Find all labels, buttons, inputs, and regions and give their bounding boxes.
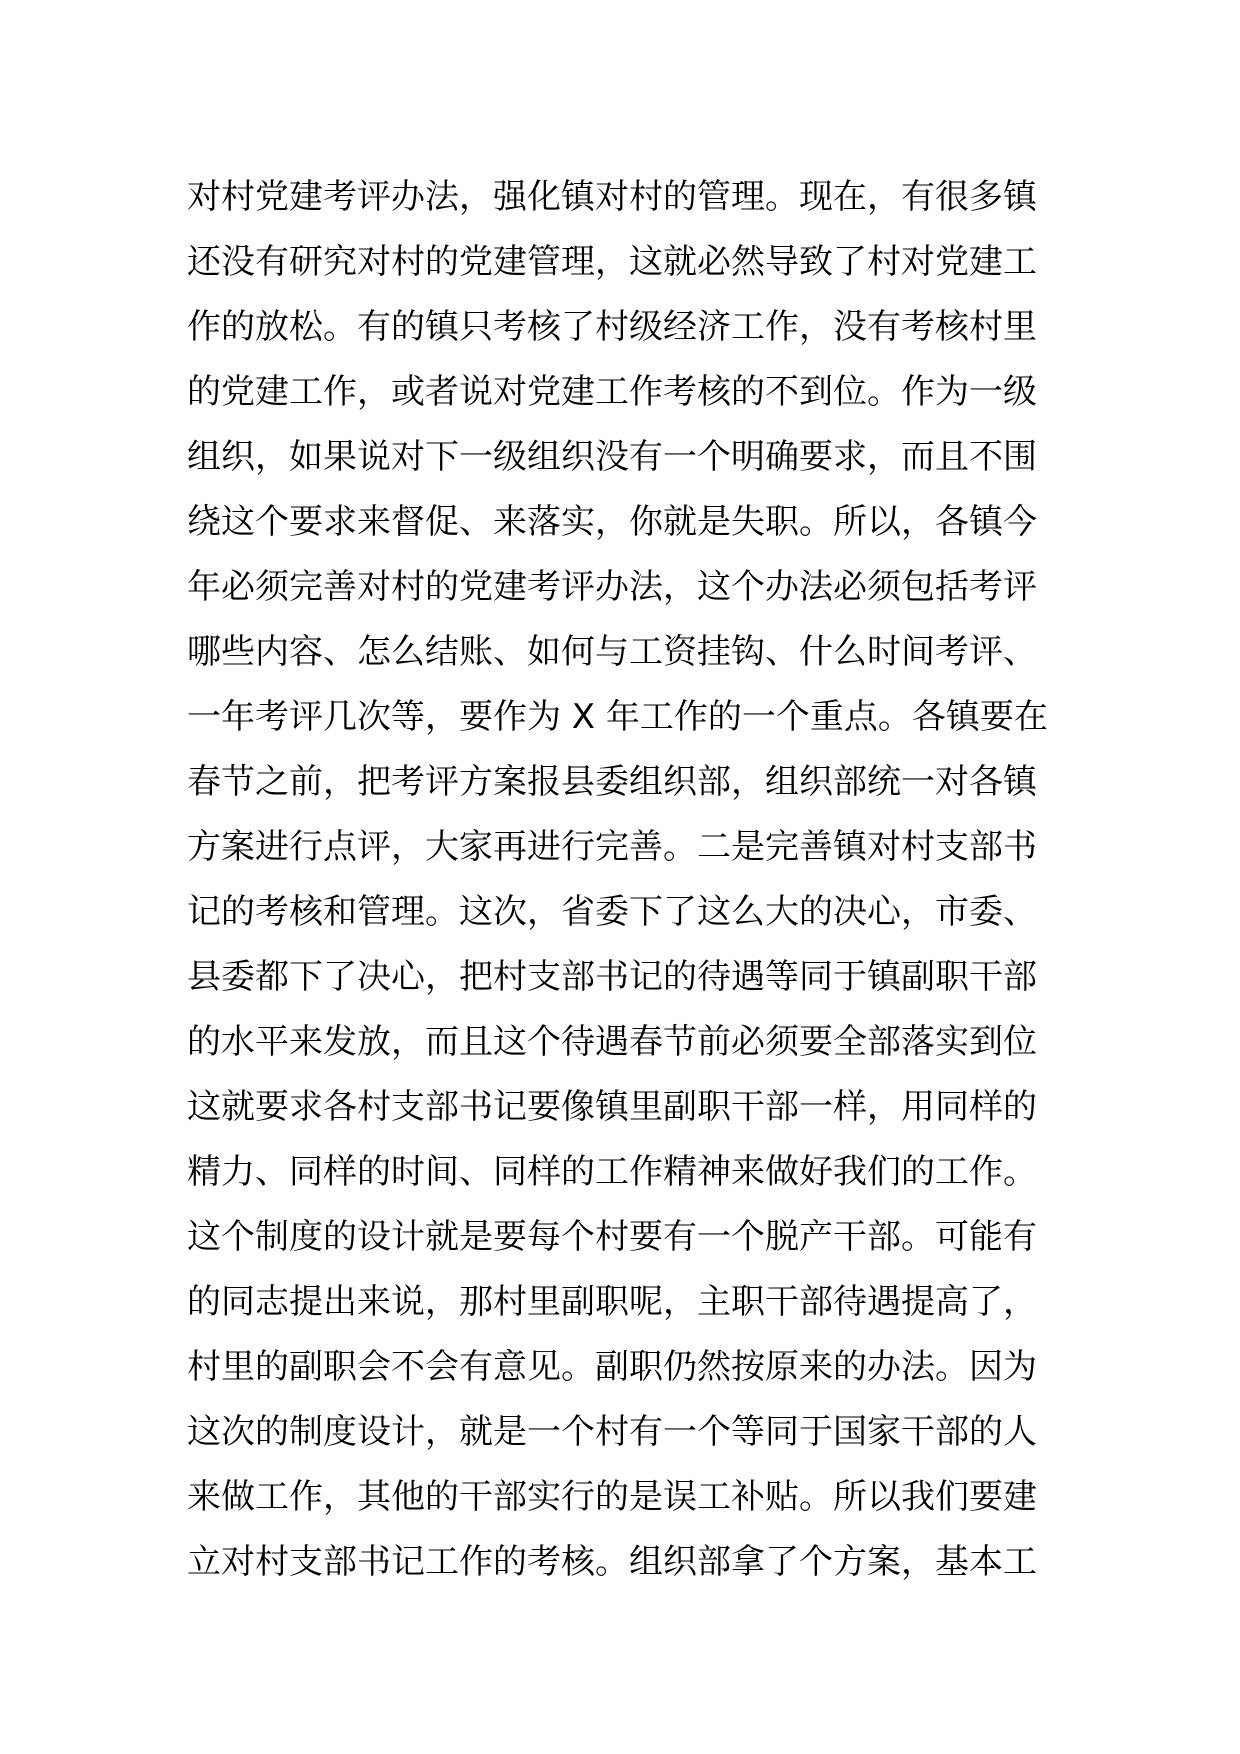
text-line: 的党建工作，或者说对党建工作考核的不到位。作为一级: [187, 372, 1037, 412]
text-line: 一年考评几次等，要作为 X 年工作的一个重点。各镇要在: [187, 697, 1048, 737]
body-text: [187, 165, 1067, 1595]
text-line: 年必须完善对村的党建考评办法，这个办法必须包括考评: [187, 567, 1037, 607]
text-line: 春节之前，把考评方案报县委组织部，组织部统一对各镇: [187, 762, 1037, 802]
text-line: 的同志提出来说，那村里副职呢，主职干部待遇提高了，: [187, 1282, 1037, 1322]
text-line: 还没有研究对村的党建管理，这就必然导致了村对党建工: [187, 242, 1037, 282]
text-line: 这次的制度设计，就是一个村有一个等同于国家干部的人: [187, 1412, 1037, 1452]
text-line: 哪些内容、怎么结账、如何与工资挂钩、什么时间考评、: [187, 632, 1037, 672]
text-line: 对村党建考评办法，强化镇对村的管理。现在，有很多镇: [187, 177, 1037, 217]
text-line: 的水平来发放，而且这个待遇春节前必须要全部落实到位: [187, 1022, 1037, 1062]
text-line: 县委都下了决心，把村支部书记的待遇等同于镇副职干部: [187, 957, 1037, 997]
text-line: 记的考核和管理。这次，省委下了这么大的决心，市委、: [187, 892, 1037, 932]
text-line: 绕这个要求来督促、来落实，你就是失职。所以，各镇今: [187, 502, 1037, 542]
text-line: 这就要求各村支部书记要像镇里副职干部一样，用同样的: [187, 1087, 1037, 1127]
text-line: 村里的副职会不会有意见。副职仍然按原来的办法。因为: [187, 1347, 1037, 1387]
text-line: 这个制度的设计就是要每个村要有一个脱产干部。可能有: [187, 1217, 1037, 1257]
text-line: 方案进行点评，大家再进行完善。二是完善镇对村支部书: [187, 827, 1037, 867]
text-line: 精力、同样的时间、同样的工作精神来做好我们的工作。: [187, 1152, 1037, 1192]
text-line: 立对村支部书记工作的考核。组织部拿了个方案，基本工: [187, 1542, 1037, 1582]
text-line: 组织，如果说对下一级组织没有一个明确要求，而且不围: [187, 437, 1037, 477]
text-line: 作的放松。有的镇只考核了村级经济工作，没有考核村里: [187, 307, 1037, 347]
text-line: 来做工作，其他的干部实行的是误工补贴。所以我们要建: [187, 1477, 1037, 1517]
